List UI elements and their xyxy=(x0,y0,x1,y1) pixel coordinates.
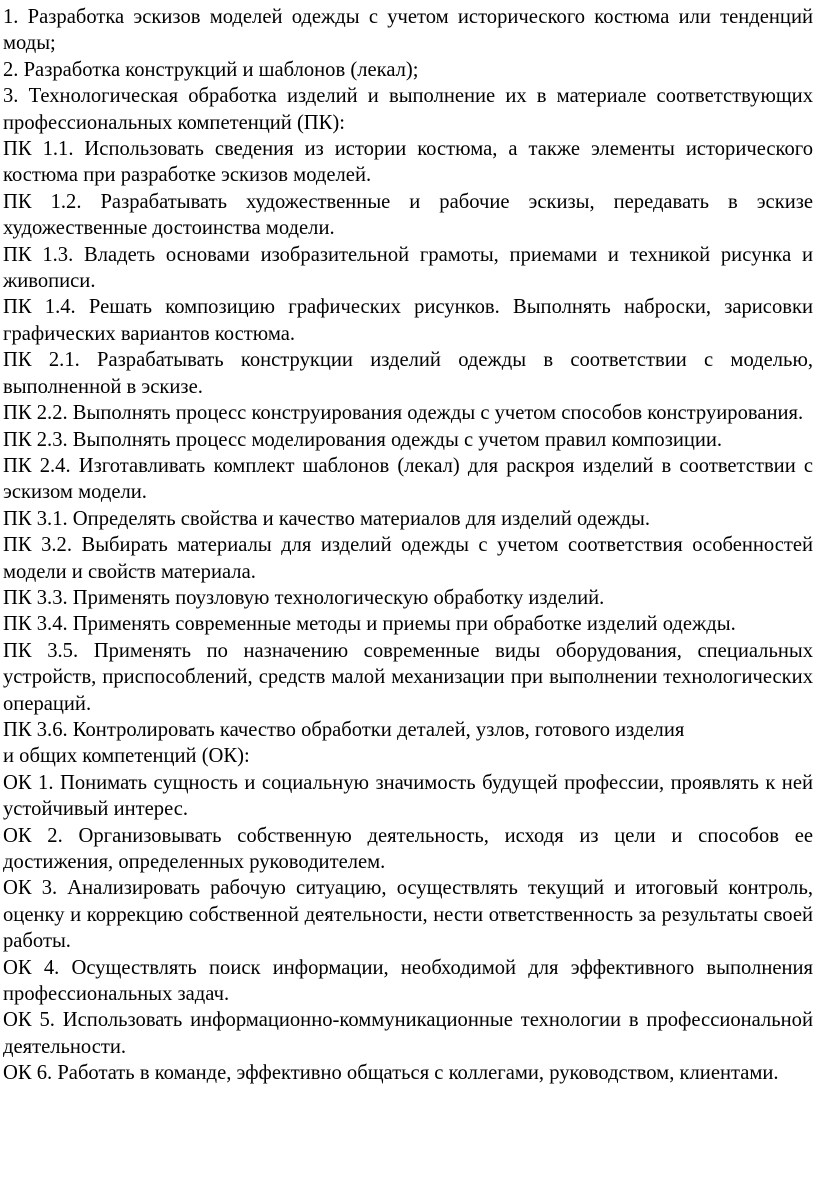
general-competencies-heading: и общих компетенций (ОК): xyxy=(3,745,250,768)
competency-pk-2-4: ПК 2.4. Изготавливать комплект шаблонов (лекал) для раскроя изделий в соответствии с эскизом модели. xyxy=(3,454,813,504)
competency-pk-2-2: ПК 2.2. Выполнять процесс конструирования одежды с учетом способов конструирования. xyxy=(3,402,804,425)
paragraph-item-3: 3. Технологическая обработка изделий и выполнение их в материале соответствующих профессиональных компетенций (ПК): xyxy=(3,85,813,134)
paragraph-item-2: 2. Разработка конструкций и шаблонов (лекал); xyxy=(3,58,419,81)
competency-ok-2: ОК 2. Организовывать собственную деятельность, исходя из цели и способов ее достижения, определенных руководителем. xyxy=(3,824,813,873)
document-page xyxy=(3,4,813,1087)
competency-pk-3-2: ПК 3.2. Выбирать материалы для изделий одежды с учетом соответствия особенностей модели и свойств материала. xyxy=(3,534,813,583)
competency-pk-2-1: ПК 2.1. Разрабатывать конструкции изделий одежды в соответствии с моделью, выполненной в эскизе. xyxy=(3,349,813,398)
competency-pk-1-3: ПК 1.3. Владеть основами изобразительной грамоты, приемами и техникой рисунка и живописи. xyxy=(3,243,813,293)
competency-ok-6: ОК 6. Работать в команде, эффективно общаться с коллегами, руководством, клиентами. xyxy=(3,1062,779,1085)
competency-ok-4: ОК 4. Осуществлять поиск информации, необходимой для эффективного выполнения профессиональных задач. xyxy=(3,956,813,1006)
competency-pk-1-4: ПК 1.4. Решать композицию графических рисунков. Выполнять наброски, зарисовки графических вариантов костюма. xyxy=(3,296,813,345)
competency-pk-3-5: ПК 3.5. Применять по назначению современные виды оборудования, специальных устройств, приспособлений, средств малой механизации при выполнении технологических операций. xyxy=(3,639,813,715)
competency-pk-1-2: ПК 1.2. Разрабатывать художественные и рабочие эскизы, передавать в эскизе художественные достоинства модели. xyxy=(3,190,813,240)
competency-pk-3-6: ПК 3.6. Контролировать качество обработки деталей, узлов, готового изделия xyxy=(3,718,685,741)
competency-pk-3-3: ПК 3.3. Применять поузловую технологическую обработку изделий. xyxy=(3,586,605,609)
competency-ok-3: ОК 3. Анализировать рабочую ситуацию, осуществлять текущий и итоговый контроль, оценку и коррекцию собственной деятельности, нести ответственность за результаты своей работы. xyxy=(3,877,813,953)
competency-pk-1-1: ПК 1.1. Использовать сведения из истории костюма, а также элементы исторического костюма при разработке эскизов моделей. xyxy=(3,138,813,187)
competency-pk-3-4: ПК 3.4. Применять современные методы и приемы при обработке изделий одежды. xyxy=(3,613,736,636)
competency-pk-3-1: ПК 3.1. Определять свойства и качество материалов для изделий одежды. xyxy=(3,507,651,530)
paragraph-item-1: 1. Разработка эскизов моделей одежды с учетом исторического костюма или тенденций моды; xyxy=(3,6,813,55)
competency-pk-2-3: ПК 2.3. Выполнять процесс моделирования одежды с учетом правил композиции. xyxy=(3,428,723,451)
competency-ok-1: ОК 1. Понимать сущность и социальную значимость будущей профессии, проявлять к ней устойчивый интерес. xyxy=(3,771,813,821)
competency-ok-5: ОК 5. Использовать информационно-коммуникационные технологии в профессиональной деятельности. xyxy=(3,1009,813,1058)
